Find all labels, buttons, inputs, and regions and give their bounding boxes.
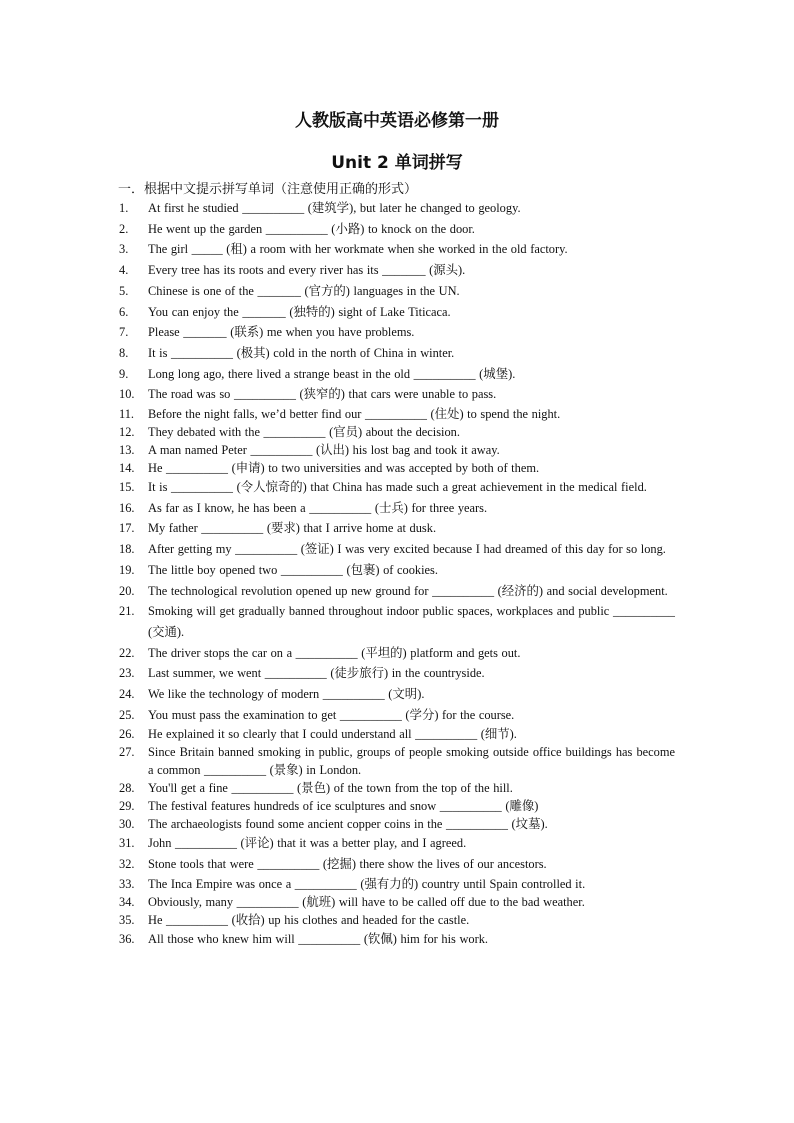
exercise-number: 15. xyxy=(119,480,135,495)
exercise-item xyxy=(119,560,675,581)
exercise-number: 24. xyxy=(119,687,135,702)
exercise-sentence: Before the night falls, we’d better find our __________ (住处) to spend the night. xyxy=(148,407,561,422)
exercise-sentence: Obviously, many __________ (航班) will have to be called off due to the bad weather. xyxy=(148,894,585,909)
exercise-number: 30. xyxy=(119,817,135,832)
exercise-item xyxy=(119,643,675,664)
exercise-item xyxy=(119,518,675,539)
exercise-item xyxy=(119,405,675,423)
exercise-number: 27. xyxy=(119,745,135,760)
exercise-number: 20. xyxy=(119,583,135,598)
exercise-sentence: Please _______ (联系) me when you have problems. xyxy=(148,325,415,340)
exercise-number: 19. xyxy=(119,562,135,577)
exercise-sentence: Last summer, we went __________ (徒步旅行) in the countryside. xyxy=(148,666,485,681)
exercise-sentence: It is __________ (极其) cold in the north of China in winter. xyxy=(148,345,455,360)
unit-subtitle: Unit 2 单词拼写 xyxy=(331,153,463,173)
exercise-item xyxy=(119,498,675,519)
exercise-sentence: He __________ (申请) to two universities and was accepted by both of them. xyxy=(148,461,540,476)
exercise-sentence: He went up the garden __________ (小路) to knock on the door. xyxy=(148,221,475,236)
exercise-sentence: We like the technology of modern __________ (文明). xyxy=(148,687,425,702)
exercise-sentence: He __________ (收拾) up his clothes and headed for the castle. xyxy=(148,912,470,927)
exercise-item xyxy=(119,893,675,911)
exercise-sentence: The driver stops the car on a __________ (平坦的) platform and gets out. xyxy=(148,645,521,660)
exercise-number: 33. xyxy=(119,876,135,891)
exercise-sentence: Since Britain banned smoking in public, groups of people smoking outside office buildings has become a common __________ (景象) in London. xyxy=(148,745,675,778)
exercise-item xyxy=(119,459,675,477)
exercise-item xyxy=(119,423,675,441)
exercise-item xyxy=(119,219,675,240)
exercise-sentence: The festival features hundreds of ice sculptures and snow __________ (雕像) xyxy=(148,799,539,814)
exercise-item xyxy=(119,833,675,854)
exercise-item xyxy=(119,601,675,642)
exercise-number: 11. xyxy=(119,407,135,422)
exercise-item xyxy=(119,911,675,929)
exercise-sentence: Every tree has its roots and every river has its _______ (源头). xyxy=(148,263,466,278)
exercise-sentence: You must pass the examination to get __________ (学分) for the course. xyxy=(148,707,515,722)
exercise-number: 21. xyxy=(119,604,135,619)
exercise-sentence: A man named Peter __________ (认出) his lost bag and took it away. xyxy=(148,443,500,458)
exercise-sentence: It is __________ (令人惊奇的) that China has made such a great achievement in the medical field. xyxy=(148,480,647,495)
document-title: 人教版高中英语必修第一册 xyxy=(295,111,499,131)
exercise-item xyxy=(119,854,675,875)
exercise-number: 35. xyxy=(119,912,135,927)
exercise-item xyxy=(119,477,675,498)
exercise-number: 17. xyxy=(119,521,135,536)
exercise-item xyxy=(119,322,675,343)
exercise-number: 31. xyxy=(119,836,135,851)
exercise-item xyxy=(119,875,675,893)
exercise-item xyxy=(119,797,675,815)
exercise-sentence: The Inca Empire was once a __________ (强有力的) country until Spain controlled it. xyxy=(148,876,586,891)
exercise-number: 18. xyxy=(119,542,135,557)
exercise-number: 13. xyxy=(119,443,135,458)
exercise-number: 8. xyxy=(119,345,129,360)
exercise-item xyxy=(119,581,675,602)
exercise-sentence: Long long ago, there lived a strange beast in the old __________ (城堡). xyxy=(148,366,516,381)
exercise-sentence: You'll get a fine __________ (景色) of the town from the top of the hill. xyxy=(148,781,513,796)
exercise-list xyxy=(119,198,675,950)
exercise-number: 2. xyxy=(119,221,129,236)
exercise-item xyxy=(119,384,675,405)
exercise-sentence: At first he studied __________ (建筑学), but later he changed to geology. xyxy=(148,201,521,215)
exercise-number: 10. xyxy=(119,387,135,402)
exercise-sentence: The technological revolution opened up new ground for __________ (经济的) and social development. xyxy=(148,583,668,598)
exercise-item xyxy=(119,281,675,302)
exercise-sentence: The girl _____ (租) a room with her workmate when she worked in the old factory. xyxy=(148,242,568,257)
exercise-number: 34. xyxy=(119,894,135,909)
section-heading: 一．根据中文提示拼写单词（注意使用正确的形式） xyxy=(118,182,418,197)
exercise-item xyxy=(119,779,675,797)
exercise-number: 6. xyxy=(119,304,129,319)
exercise-item xyxy=(119,198,675,219)
exercise-item xyxy=(119,260,675,281)
exercise-number: 32. xyxy=(119,857,135,872)
exercise-sentence: He explained it so clearly that I could understand all __________ (细节). xyxy=(148,727,517,742)
exercise-number: 28. xyxy=(119,781,135,796)
exercise-number: 23. xyxy=(119,666,135,681)
exercise-number: 25. xyxy=(119,707,135,722)
exercise-sentence: The little boy opened two __________ (包裹) of cookies. xyxy=(148,562,438,577)
exercise-number: 16. xyxy=(119,500,135,515)
exercise-sentence: The archaeologists found some ancient copper coins in the __________ (坟墓). xyxy=(148,817,548,832)
exercise-number: 36. xyxy=(119,931,135,946)
exercise-number: 7. xyxy=(119,325,129,340)
exercise-item xyxy=(119,725,675,743)
exercise-sentence: Chinese is one of the _______ (官方的) languages in the UN. xyxy=(148,283,460,298)
exercise-item xyxy=(119,705,675,726)
exercise-number: 22. xyxy=(119,645,135,660)
exercise-item xyxy=(119,343,675,364)
exercise-sentence: As far as I know, he has been a __________ (士兵) for three years. xyxy=(148,500,488,515)
exercise-item xyxy=(119,239,675,260)
exercise-sentence: John __________ (评论) that it was a better play, and I agreed. xyxy=(148,836,467,851)
exercise-number: 5. xyxy=(119,283,129,298)
exercise-number: 26. xyxy=(119,727,135,742)
exercise-sentence: They debated with the __________ (官员) about the decision. xyxy=(148,425,460,440)
exercise-number: 12. xyxy=(119,425,135,440)
exercise-sentence: The road was so __________ (狭窄的) that cars were unable to pass. xyxy=(148,387,497,402)
exercise-item xyxy=(119,663,675,684)
exercise-number: 9. xyxy=(119,366,129,381)
exercise-number: 29. xyxy=(119,799,135,814)
exercise-item xyxy=(119,539,675,560)
exercise-item xyxy=(119,684,675,705)
exercise-number: 3. xyxy=(119,242,129,257)
exercise-number: 4. xyxy=(119,263,129,278)
exercise-sentence: My father __________ (要求) that I arrive home at dusk. xyxy=(148,521,437,536)
exercise-number: 14. xyxy=(119,461,135,476)
exercise-item xyxy=(119,302,675,323)
exercise-sentence: After getting my __________ (签证) I was very excited because I had dreamed of this day for so long. xyxy=(148,542,666,557)
exercise-item xyxy=(119,364,675,385)
exercise-item xyxy=(119,929,675,950)
exercise-sentence: You can enjoy the _______ (独特的) sight of Lake Titicaca. xyxy=(148,304,451,319)
exercise-item xyxy=(119,441,675,459)
exercise-sentence: All those who knew him will __________ (钦佩) him for his work. xyxy=(148,931,489,946)
exercise-number: 1. xyxy=(119,201,129,215)
exercise-item xyxy=(119,743,675,779)
exercise-item xyxy=(119,815,675,833)
exercise-sentence: Smoking will get gradually banned throughout indoor public spaces, workplaces and public __________ (交通). xyxy=(148,604,675,639)
exercise-sentence: Stone tools that were __________ (挖掘) there show the lives of our ancestors. xyxy=(148,857,547,872)
